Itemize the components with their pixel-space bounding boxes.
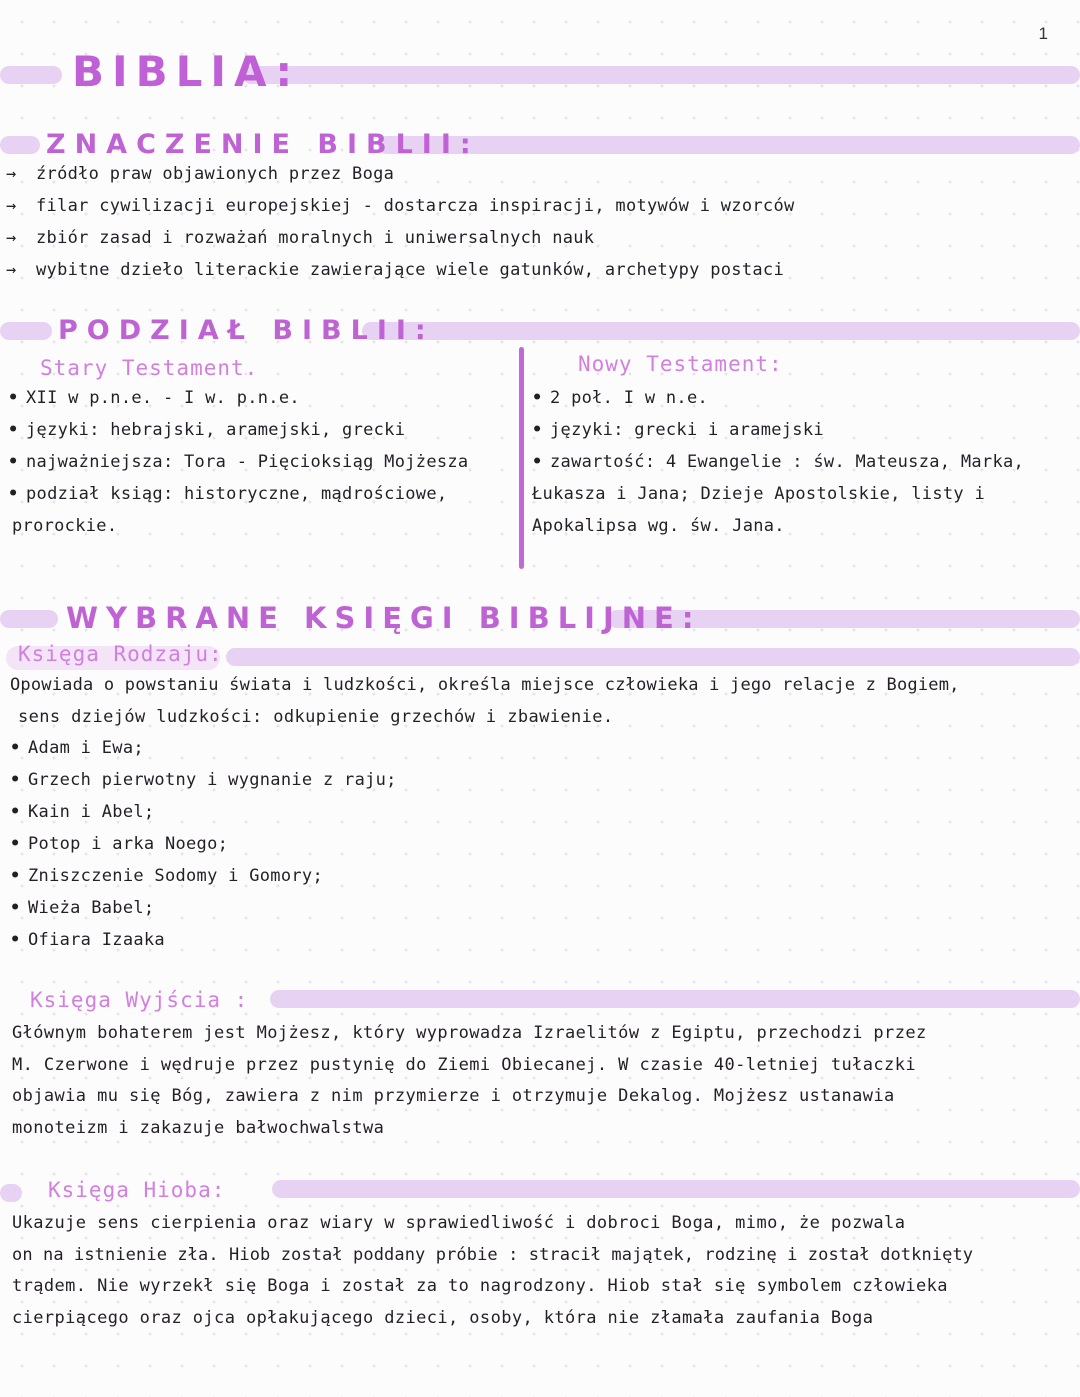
bullet-icon: • <box>532 420 543 440</box>
section-heading-znaczenie: ZNACZENIE BIBLII: <box>46 129 480 160</box>
ksiega-rodzaju-text: Opowiada o powstaniu świata i ludzkości, określa miejsce człowieka i jego relacje z Bogiem, sens dziejów ludzkości: odkupienie grzechów i zbawienie. <box>10 675 960 727</box>
list-item-continuation: Łukasza i Jana; Dzieje Apostolskie, listy i <box>532 484 985 504</box>
bullet-icon: • <box>10 770 21 790</box>
list-item: • najważniejsza: Tora - Pięcioksiąg Mojżesza <box>8 446 468 478</box>
list-item: • Ofiara Izaaka <box>10 924 397 956</box>
ksiega-hioba-text: Ukazuje sens cierpienia oraz wiary w sprawiedliwość i dobroci Boga, mimo, że pozwala on na istnienie zła. Hiob został poddany próbie : stracił majątek, rodzinę i został dotknięty trądem. Nie wyrzekł się Boga i został za to nagrodzony. Hiob stał się symbolem człowieka cierpiącego oraz ojca opłakującego dzieci, osoby, która nie złamała zaufania Boga <box>12 1213 974 1328</box>
highlight-bar <box>242 66 1080 84</box>
list-item: • podział ksiąg: historyczne, mądrościowe, <box>8 478 468 510</box>
ksiega-hioba-heading: Księga Hioba: <box>48 1178 226 1202</box>
list-item: • Grzech pierwotny i wygnanie z raju; <box>10 764 397 796</box>
stary-testament-list <box>8 382 468 542</box>
arrow-icon: → <box>6 228 17 248</box>
highlight-bar <box>0 322 52 340</box>
znaczenie-list <box>6 158 795 286</box>
stary-testament-heading: Stary Testament. <box>40 356 259 380</box>
arrow-icon: → <box>6 260 17 280</box>
bullet-icon: • <box>10 866 21 886</box>
list-item: → źródło praw objawionych przez Boga <box>6 158 795 190</box>
highlight-bar <box>270 990 1080 1008</box>
list-item: → zbiór zasad i rozważań moralnych i uniwersalnych nauk <box>6 222 795 254</box>
ksiega-wyjscia-text: Głównym bohaterem jest Mojżesz, który wyprowadza Izraelitów z Egiptu, przechodzi przez M. Czerwone i wędruje przez pustynię do Ziemi Obiecanej. W czasie 40-letniej tułaczki objawia mu się Bóg, zawiera z nim przymierze i otrzymuje Dekalog. Mojżesz ustanawia monoteizm i zakazuje bałwochwalstwa <box>12 1023 927 1138</box>
bullet-icon: • <box>8 484 19 504</box>
highlight-bar <box>272 1180 1080 1198</box>
highlight-bar <box>226 648 1080 666</box>
page-number: 1 <box>1038 24 1048 43</box>
bullet-icon: • <box>8 420 19 440</box>
list-item: • języki: grecki i aramejski <box>532 414 1024 446</box>
bullet-icon: • <box>10 834 21 854</box>
list-item: → wybitne dzieło literackie zawierające wiele gatunków, archetypy postaci <box>6 254 795 286</box>
list-item: → filar cywilizacji europejskiej - dostarcza inspiracji, motywów i wzorców <box>6 190 795 222</box>
ksiega-rodzaju-list <box>10 732 397 956</box>
arrow-icon: → <box>6 196 17 216</box>
list-item: • języki: hebrajski, aramejski, grecki <box>8 414 468 446</box>
column-divider <box>519 347 524 569</box>
ksiega-wyjscia-heading: Księga Wyjścia : <box>30 988 249 1012</box>
section-heading-wybrane: WYBRANE KSIĘGI BIBLIJNE: <box>66 601 702 635</box>
list-item: • Zniszczenie Sodomy i Gomory; <box>10 860 397 892</box>
bullet-icon: • <box>8 388 19 408</box>
bullet-icon: • <box>10 802 21 822</box>
list-item: • 2 poł. I w n.e. <box>532 382 1024 414</box>
highlight-bar <box>378 136 1080 154</box>
list-item: • zawartość: 4 Ewangelie : św. Mateusza, Marka, <box>532 446 1024 478</box>
arrow-icon: → <box>6 164 17 184</box>
bullet-icon: • <box>532 452 543 472</box>
list-item: • Kain i Abel; <box>10 796 397 828</box>
page-title: BIBLIA: <box>72 47 301 96</box>
ksiega-rodzaju-heading: Księga Rodzaju: <box>18 642 223 666</box>
bullet-icon: • <box>10 930 21 950</box>
list-item: • Adam i Ewa; <box>10 732 397 764</box>
highlight-bar <box>362 322 1080 340</box>
highlight-bar <box>0 610 58 628</box>
highlight-bar <box>0 1184 22 1202</box>
list-item: • Wieża Babel; <box>10 892 397 924</box>
list-item-continuation: prorockie. <box>12 516 118 536</box>
highlight-bar <box>0 136 40 154</box>
list-item-continuation: Apokalipsa wg. św. Jana. <box>532 516 785 536</box>
list-item: • XII w p.n.e. - I w. p.n.e. <box>8 382 468 414</box>
bullet-icon: • <box>532 388 543 408</box>
nowy-testament-heading: Nowy Testament: <box>578 352 783 376</box>
bullet-icon: • <box>10 898 21 918</box>
nowy-testament-list <box>532 382 1024 542</box>
bullet-icon: • <box>8 452 19 472</box>
highlight-bar <box>0 66 62 84</box>
list-item: • Potop i arka Noego; <box>10 828 397 860</box>
bullet-icon: • <box>10 738 21 758</box>
section-heading-podzial: PODZIAŁ BIBLII: <box>58 315 435 346</box>
